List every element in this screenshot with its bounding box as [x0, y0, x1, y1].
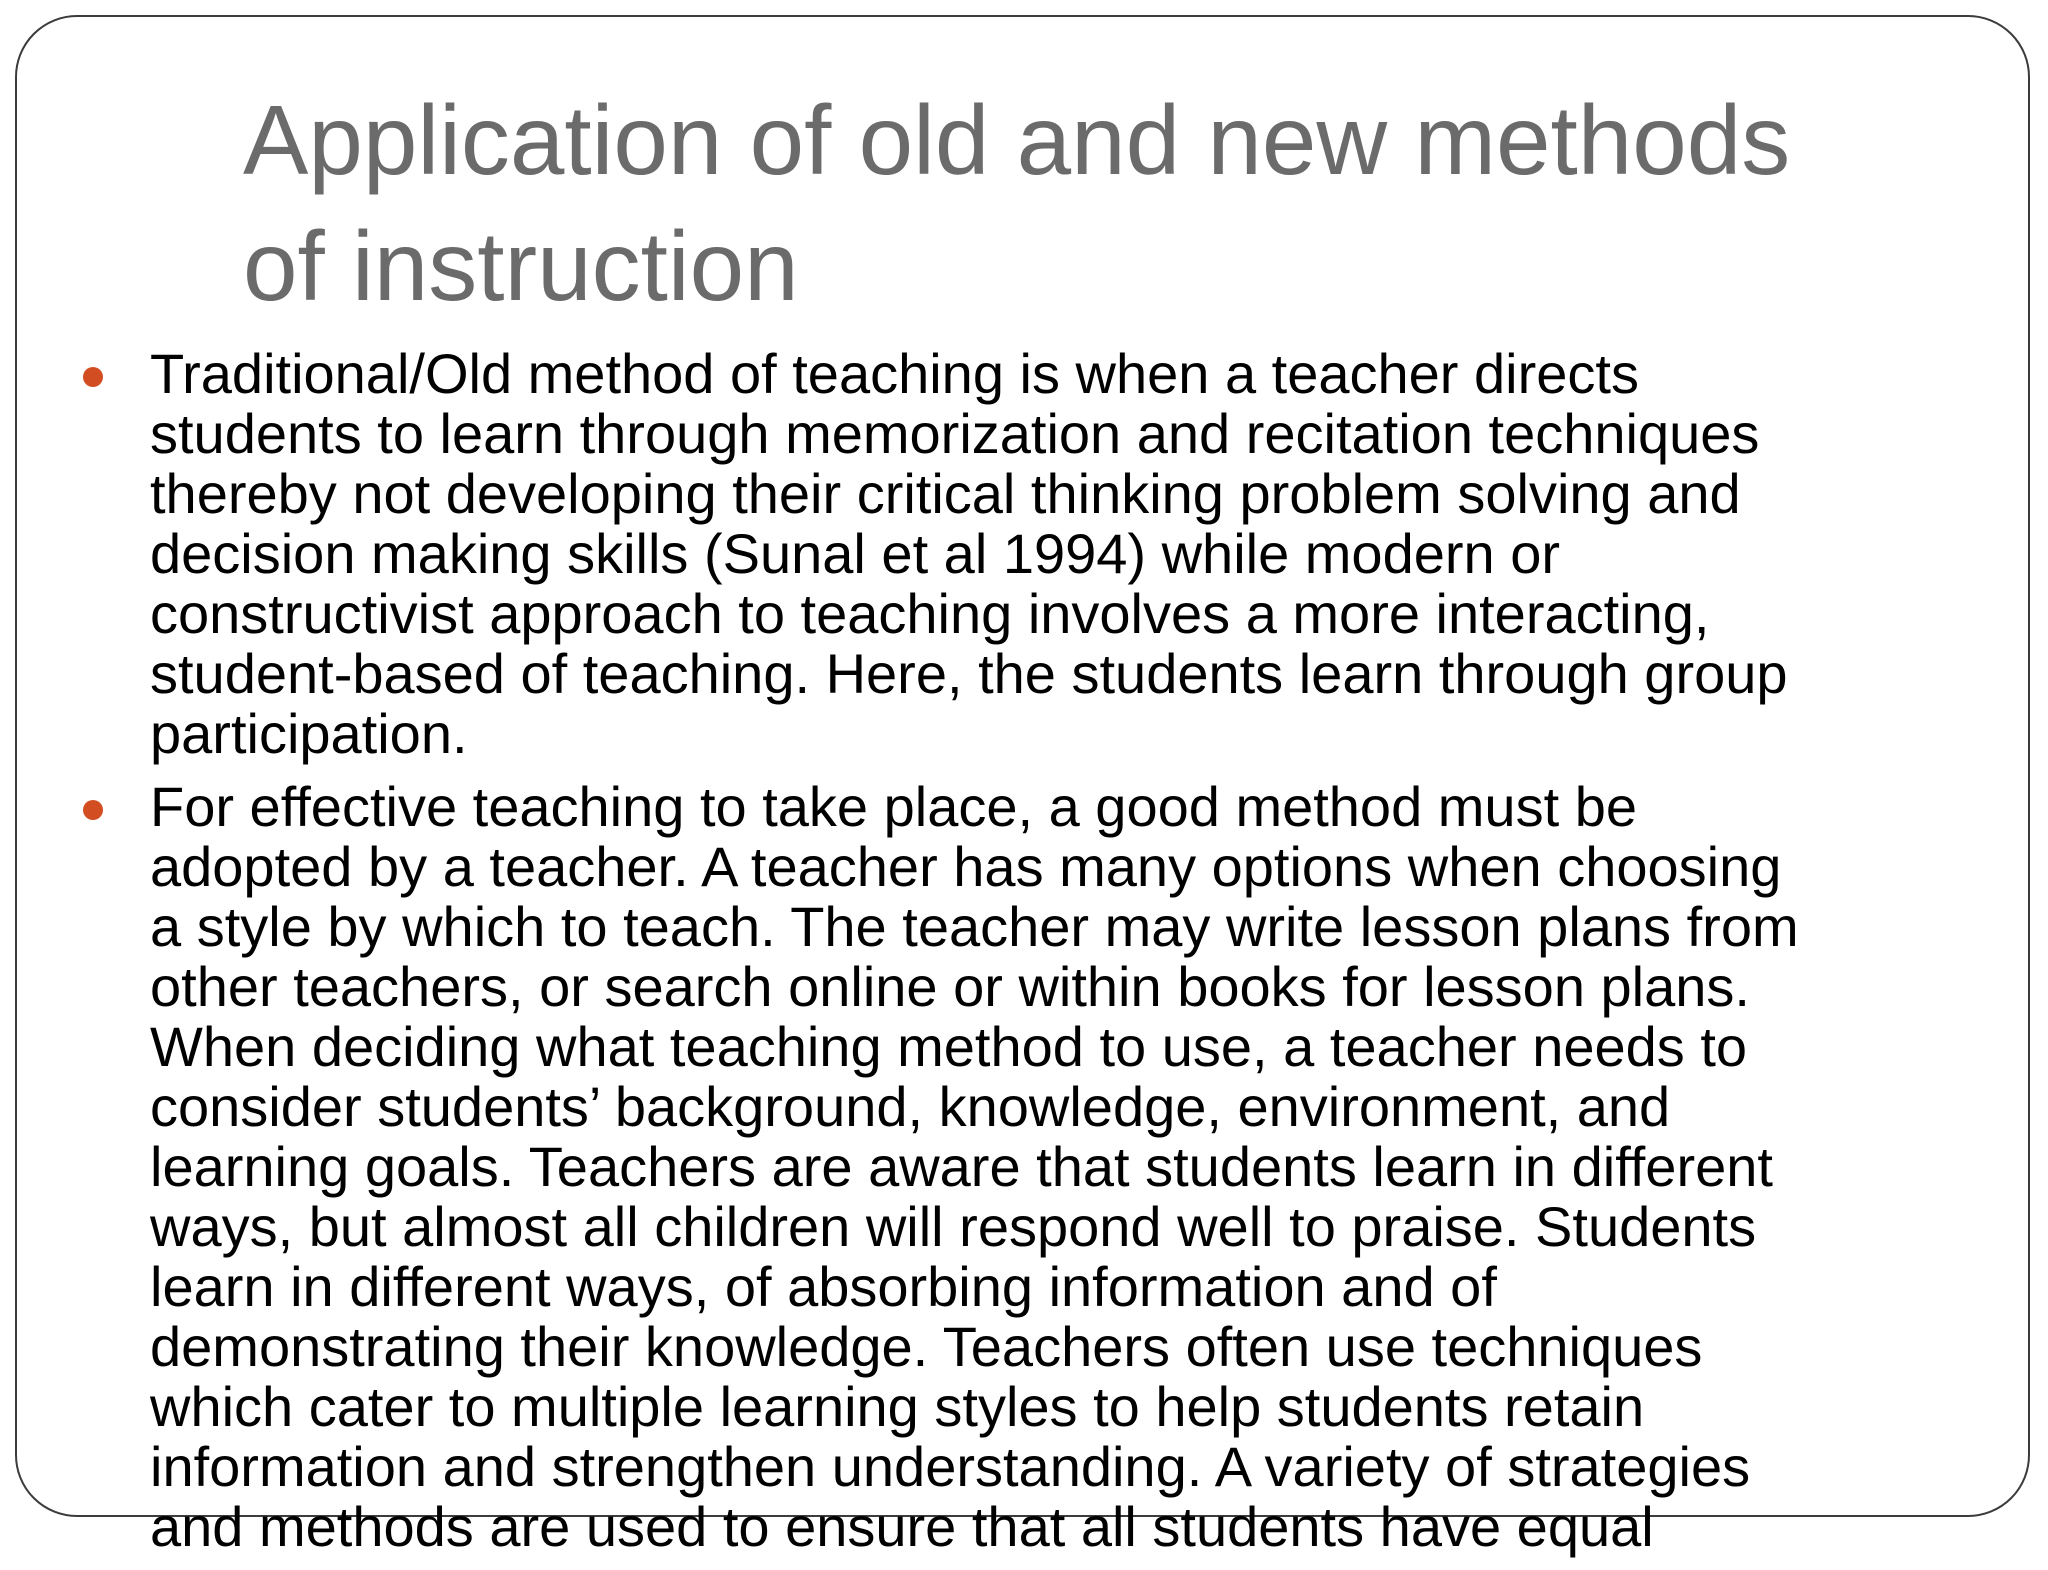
- bullet-item-traditional-method: [83, 344, 2033, 764]
- bullet-list: [83, 344, 2033, 1570]
- slide-frame: [15, 15, 2030, 1558]
- bullet-dot-icon: [83, 367, 103, 387]
- bullet-text: For effective teaching to take place, a good method must be adopted by a teacher. A teacher has many options when choosing a style by which to teach. The teacher may write lesson plans from other teachers, or search online or within books for lesson plans. When deciding what teaching method to use, a teacher needs to consider students’ background, knowledge, environment, and learning goals. Teachers are aware that students learn in different ways, but almost all children will respond well to praise. Students learn in different ways, of absorbing information and of demonstrating their knowledge. Teachers often use techniques which cater to multiple learning styles to help students retain information and strengthen understanding. A variety of strategies and methods are used to ensure that all students have equal: [150, 775, 1799, 1558]
- bullet-dot-icon: [83, 800, 103, 820]
- bullet-text: Traditional/Old method of teaching is when a teacher directs students to learn through memorization and recitation techniques thereby not developing their critical thinking problem solving and decision making skills (Sunal et al 1994) while modern or constructivist approach to teaching involves a more interacting, student-based of teaching. Here, the students learn through group participation.: [150, 342, 1788, 765]
- slide-title: Application of old and new methods of instruction: [243, 85, 1791, 321]
- bullet-item-effective-teaching: [83, 777, 2033, 1557]
